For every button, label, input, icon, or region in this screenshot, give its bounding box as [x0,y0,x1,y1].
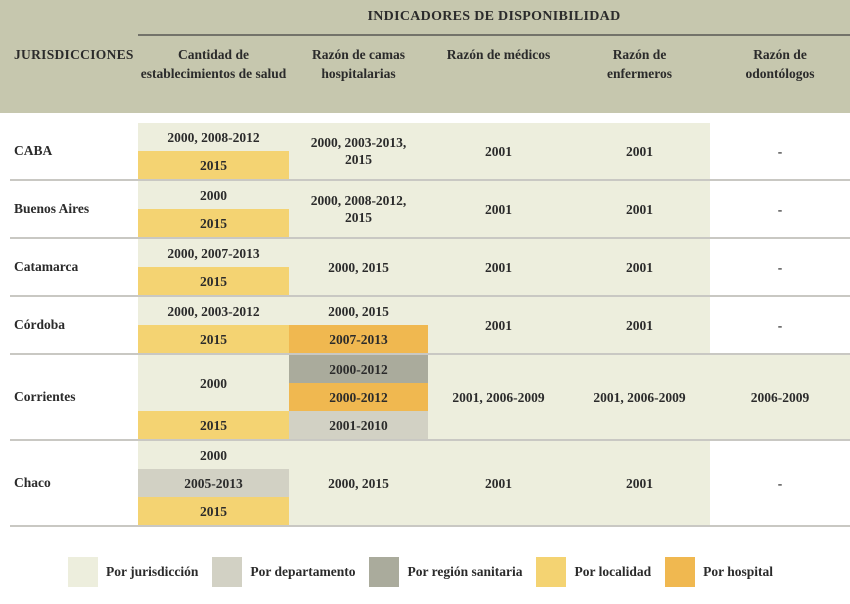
cell-cantidad: 2015 [138,497,289,525]
cell-enfermeros: 2001, 2006-2009 [569,355,710,439]
legend-label: Por región sanitaria [407,564,523,579]
cell-odontologos: 2006-2009 [710,355,850,439]
cell-medicos: 2001 [428,441,569,525]
cell-enfermeros: 2001 [569,181,710,237]
cell-camas: 2000, 2003-2013, 2015 [289,123,428,179]
cell-enfermeros: 2001 [569,123,710,179]
cell-cantidad: 2015 [138,267,289,295]
legend-swatch-jurisdiccion [68,557,98,587]
table-row-buenos-aires [0,181,850,237]
header-body-gap [0,113,850,123]
legend-item-localidad [536,557,651,587]
cell-cantidad: 2000 [138,181,289,209]
cell-medicos: 2001 [428,297,569,353]
column-header-enfermeros: Razón de enfermeros [607,47,672,81]
legend-swatch-hospital [665,557,695,587]
legend-swatch-region-sanitaria [369,557,399,587]
cell-camas: 2007-2013 [289,325,428,353]
legend-swatch-departamento [212,557,242,587]
cell-cantidad: 2000, 2003-2012 [138,297,289,325]
row-label: Corrientes [0,355,138,439]
column-header-medicos: Razón de médicos [446,47,551,62]
cell-odontologos: - [710,181,850,237]
cell-camas: 2000, 2015 [289,239,428,295]
legend-item-region-sanitaria [369,557,522,587]
table-title: INDICADORES DE DISPONIBILIDAD [367,9,621,24]
legend [68,557,850,587]
row-divider [10,525,850,527]
cell-medicos: 2001 [428,239,569,295]
cell-cantidad: 2005-2013 [138,469,289,497]
table-row-chaco [0,441,850,525]
table-row-corrientes [0,355,850,439]
cell-enfermeros: 2001 [569,441,710,525]
cell-odontologos: - [710,239,850,295]
cell-camas: 2000-2012 [289,383,428,411]
legend-label: Por localidad [574,564,652,579]
cell-medicos: 2001 [428,181,569,237]
column-header-cantidad: Cantidad de establecimientos de salud [140,47,287,81]
cell-cantidad: 2000 [138,355,289,411]
cell-enfermeros: 2001 [569,239,710,295]
cell-cantidad: 2000, 2007-2013 [138,239,289,267]
legend-label: Por hospital [703,564,774,579]
legend-item-departamento [212,557,355,587]
legend-item-hospital [665,557,773,587]
cell-camas: 2001-2010 [289,411,428,439]
row-label: Catamarca [0,239,138,295]
cell-camas: 2000, 2008-2012, 2015 [289,181,428,237]
row-label: CABA [0,123,138,179]
cell-cantidad: 2015 [138,151,289,179]
cell-cantidad: 2015 [138,325,289,353]
column-header-odontologos: Razón de odontólogos [745,47,815,81]
cell-odontologos: - [710,441,850,525]
legend-swatch-localidad [536,557,566,587]
legend-label: Por jurisdicción [106,564,199,579]
table-row-catamarca [0,239,850,295]
column-header-camas: Razón de camas hospitalarias [312,47,405,81]
table-header [0,0,850,113]
cell-odontologos: - [710,297,850,353]
row-label: Córdoba [0,297,138,353]
legend-item-jurisdiccion [68,557,198,587]
row-label: Buenos Aires [0,181,138,237]
row-label: Chaco [0,441,138,525]
cell-camas: 2000, 2015 [289,441,428,525]
cell-camas: 2000-2012 [289,355,428,383]
cell-enfermeros: 2001 [569,297,710,353]
cell-camas: 2000, 2015 [289,297,428,325]
jurisdictions-header: JURISDICCIONES [14,47,134,62]
cell-cantidad: 2000 [138,441,289,469]
cell-cantidad: 2015 [138,209,289,237]
cell-medicos: 2001 [428,123,569,179]
legend-label: Por departamento [250,564,356,579]
cell-cantidad: 2000, 2008-2012 [138,123,289,151]
table-row-cordoba [0,297,850,353]
cell-odontologos: - [710,123,850,179]
table-row-caba [0,123,850,179]
cell-cantidad: 2015 [138,411,289,439]
cell-medicos: 2001, 2006-2009 [428,355,569,439]
